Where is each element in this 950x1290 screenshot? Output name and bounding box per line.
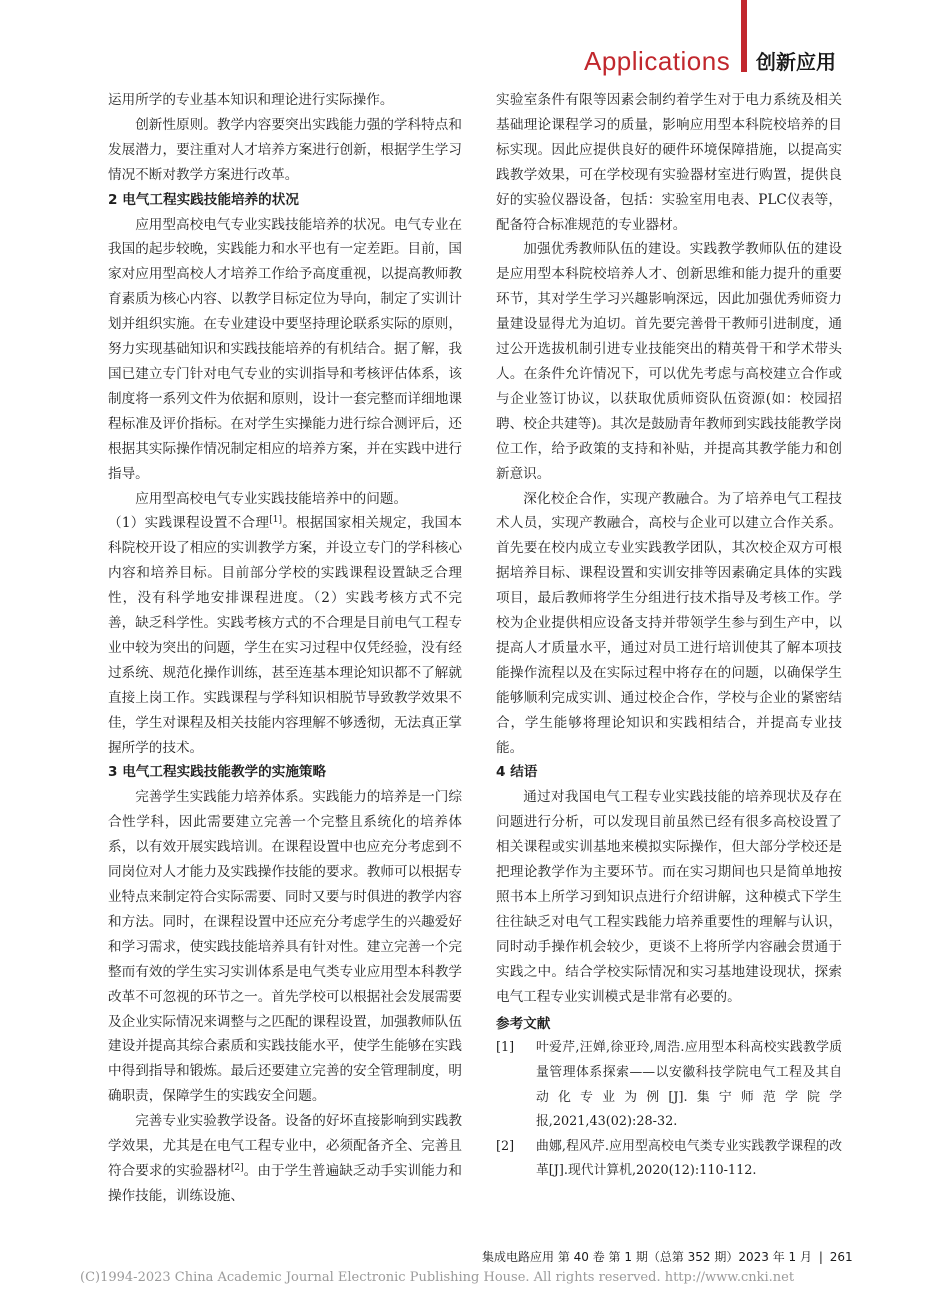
header-accent-bar <box>741 0 747 72</box>
section-heading-3: 3 电气工程实践技能教学的实施策略 <box>108 764 327 781</box>
reference-text: 曲娜,程风芹.应用型高校电气类专业实践教学课程的改革[J].现代计算机,2020(12):110-112. <box>536 1138 842 1179</box>
paragraph-school-enterprise: 深化校企合作，实现产教融合。为了培养电气工程技术人员，实现产教融合，高校与企业可以建立合作关系。首先要在校内成立专业实践教学团队，其次校企双方可根据培养目标、课程设置和实训安排等因素确定具体的实践项目，最后教师将学生分组进行技术指导及考核工作。学校为企业提供相应设备支持并带领学生参与到生产中，以提高人才质量水平，通过对员工进行培训使其了解本项技能操作流程以及在实际过程中将存在的问题，以确保学生能够顺利完成实训、通过校企合作，学校与企业的紧密结合，学生能够将理论知识和实践相结合，并提高专业技能。 <box>496 490 842 756</box>
references-heading: 参考文献 <box>496 1015 551 1032</box>
reference-number: [1] <box>496 1040 515 1056</box>
paragraph-training-system: 完善学生实践能力培养体系。实践能力的培养是一门综合性学科，因此需要建立完善一个完整且系统化的培养体系，以有效开展实践培训。在课程设置中也应充分考虑到不同岗位对人才能力及实践操作技能的要求。教师可以根据专业特点来制定符合实际需要、同时又要与时俱进的教学内容和方法。同时，在课程设置中还应充分考虑学生的兴趣爱好和学习需求，使实践技能培养具有针对性。建立完善一个完整而有效的学生实习实训体系是电气类专业应用型本科教学改革不可忽视的环节之一。首先学校可以根据社会发展需要及企业实际情况来调整与之匹配的课程设置，加强教师队伍建设并提高其综合素质和实践技能水平，使学生能够在实践中得到指导和锻炼。最后还要建立完善的安全管理制度，明确职责，保障学生的实践安全问题。 <box>108 789 462 1105</box>
problem1-lead: （1）实践课程设置不合理 <box>108 515 270 532</box>
paragraph-problems-intro: 应用型高校电气专业实践技能培养中的问题。 <box>135 490 408 507</box>
header-english-title: Applications <box>584 46 731 76</box>
page-footer <box>482 1248 853 1265</box>
footer-journal-name: 集成电路应用 <box>482 1250 555 1264</box>
paragraph-innovation-principle: 创新性原则。教学内容要突出实践能力强的学科特点和发展潜力，要注重对人才培养方案进行创新，根据学生学习情况不断对教学方案进行改革。 <box>108 116 462 183</box>
reference-item <box>496 1135 842 1184</box>
citation-1: [1] <box>269 515 282 526</box>
paragraph-equipment-continued: 实验室条件有限等因素会制约着学生对于电力系统及相关基础理论课程学习的质量，影响应用型本科院校培养的目标实现。因此应提供良好的硬件环境保障措施，以提高实践教学效果，可在学校现有实验器材室进行购置，提供良好的实验仪器设备，包括：实验室用电表、PLC仪表等，配备符合标准规范的专业器材。 <box>496 92 842 233</box>
footer-separator: | <box>818 1250 823 1264</box>
left-column <box>108 88 462 1209</box>
paragraph-continuation: 运用所学的专业基本知识和理论进行实际操作。 <box>108 92 394 108</box>
paragraph-problems <box>108 511 462 760</box>
right-column <box>496 88 842 1184</box>
paragraph-training-status: 应用型高校电气专业实践技能培养的状况。电气专业在我国的起步较晚，实践能力和水平也有一定差距。目前，国家对应用型高校人才培养工作给予高度重视，以提高教师教育素质为核心内容、以教学目标定位为导向，制定了实训计划并组织实施。在专业建设中要坚持理论联系实际的原则，努力实现基础知识和实践技能培养的有机结合。据了解，我国已建立专门针对电气专业的实训指导和考核评估体系，该制度将一系列文件为依据和原则，设计一套完整而详细地课程标准及评价指标。在对学生实操能力进行综合测评后，还根据其实际操作情况制定相应的培养方案，并在实践中进行指导。 <box>108 216 462 482</box>
equipment-tail: 。由于学生普遍缺乏动手实训能力和操作技能，训练设施、 <box>108 1162 463 1204</box>
reference-item <box>496 1036 842 1134</box>
section-heading-2: 2 电气工程实践技能培养的状况 <box>108 191 299 208</box>
reference-text: 叶爱芹,汪婵,徐亚玲,周浩.应用型本科高校实践教学质量管理体系探索——以安徽科技学院电气工程及其自动化专业为例[J].集宁师范学院学报,2021,43(02):28-32. <box>536 1040 842 1130</box>
citation-2: [2] <box>230 1162 244 1173</box>
header-chinese-title: 创新应用 <box>756 50 836 74</box>
footer-page-number: 261 <box>829 1250 853 1264</box>
problem-body: 。根据国家相关规定，我国本科院校开设了相应的实训教学方案，并设立专门的学科核心内容和培养目标。目前部分学校的实践课程设置缺乏合理性，没有科学地安排课程进度。（2）实践考核方式不完善，缺乏科学性。实践考核方式的不合理是目前电气工程专业中较为突出的问题，学生在实习过程中仅凭经验，没有经过系统、规范化操作训练，甚至连基本理论知识都不了解就直接上岗工作。实践课程与学科知识相脱节导致教学效果不佳，学生对课程及相关技能内容理解不够透彻，无法真正掌握所学的技术。 <box>108 515 463 756</box>
paragraph-lab-equipment <box>108 1109 462 1209</box>
paragraph-conclusion: 通过对我国电气工程专业实践技能的培养现状及存在问题进行分析，可以发现目前虽然已经有很多高校设置了相关课程或实训基地来模拟实际操作，但大部分学校还是把理论教学作为主要环节。而在实习期间也只是简单地按照书本上所学习到知识点进行介绍讲解，这种模式下学生往往缺乏对电气工程实践能力培养重要性的理解与认识，同时动手操作机会较少，更谈不上将所学内容融会贯通于实践之中。结合学校实际情况和实习基地建设现状，探索电气工程专业实训模式是非常有必要的。 <box>496 789 842 1005</box>
paragraph-teacher-team: 加强优秀教师队伍的建设。实践教学教师队伍的建设是应用型本科院校培养人才、创新思维和能力提升的重要环节，其对学生学习兴趣影响深远，因此加强优秀师资力量建设显得尤为迫切。首先要完善骨干教师引进制度，通过公开选拔机制引进专业技能突出的精英骨干和学术带头人。在条件允许情况下，可以优先考虑与高校建立合作或与企业签订协议，以获取优质师资队伍资源(如：校园招聘、校企共建等)。其次是鼓励青年教师到实践技能教学岗位工作，给予政策的支持和补贴，并提高其教学能力和创新意识。 <box>496 241 842 482</box>
equipment-lead: 完善专业实验教学设备。设备的好坏直接影响到实践教学效果，尤其是在电气工程专业中，必须配备齐全、完善且符合要求的实验器材 <box>108 1113 462 1179</box>
copyright-notice: (C)1994-2023 China Academic Journal Electronic Publishing House. All rights reserved. http://www.cnki.net <box>80 1270 795 1285</box>
footer-issue-info: 第 40 卷 第 1 期（总第 352 期）2023 年 1 月 <box>557 1250 812 1264</box>
reference-number: [2] <box>496 1138 515 1154</box>
section-heading-4: 4 结语 <box>496 764 538 781</box>
